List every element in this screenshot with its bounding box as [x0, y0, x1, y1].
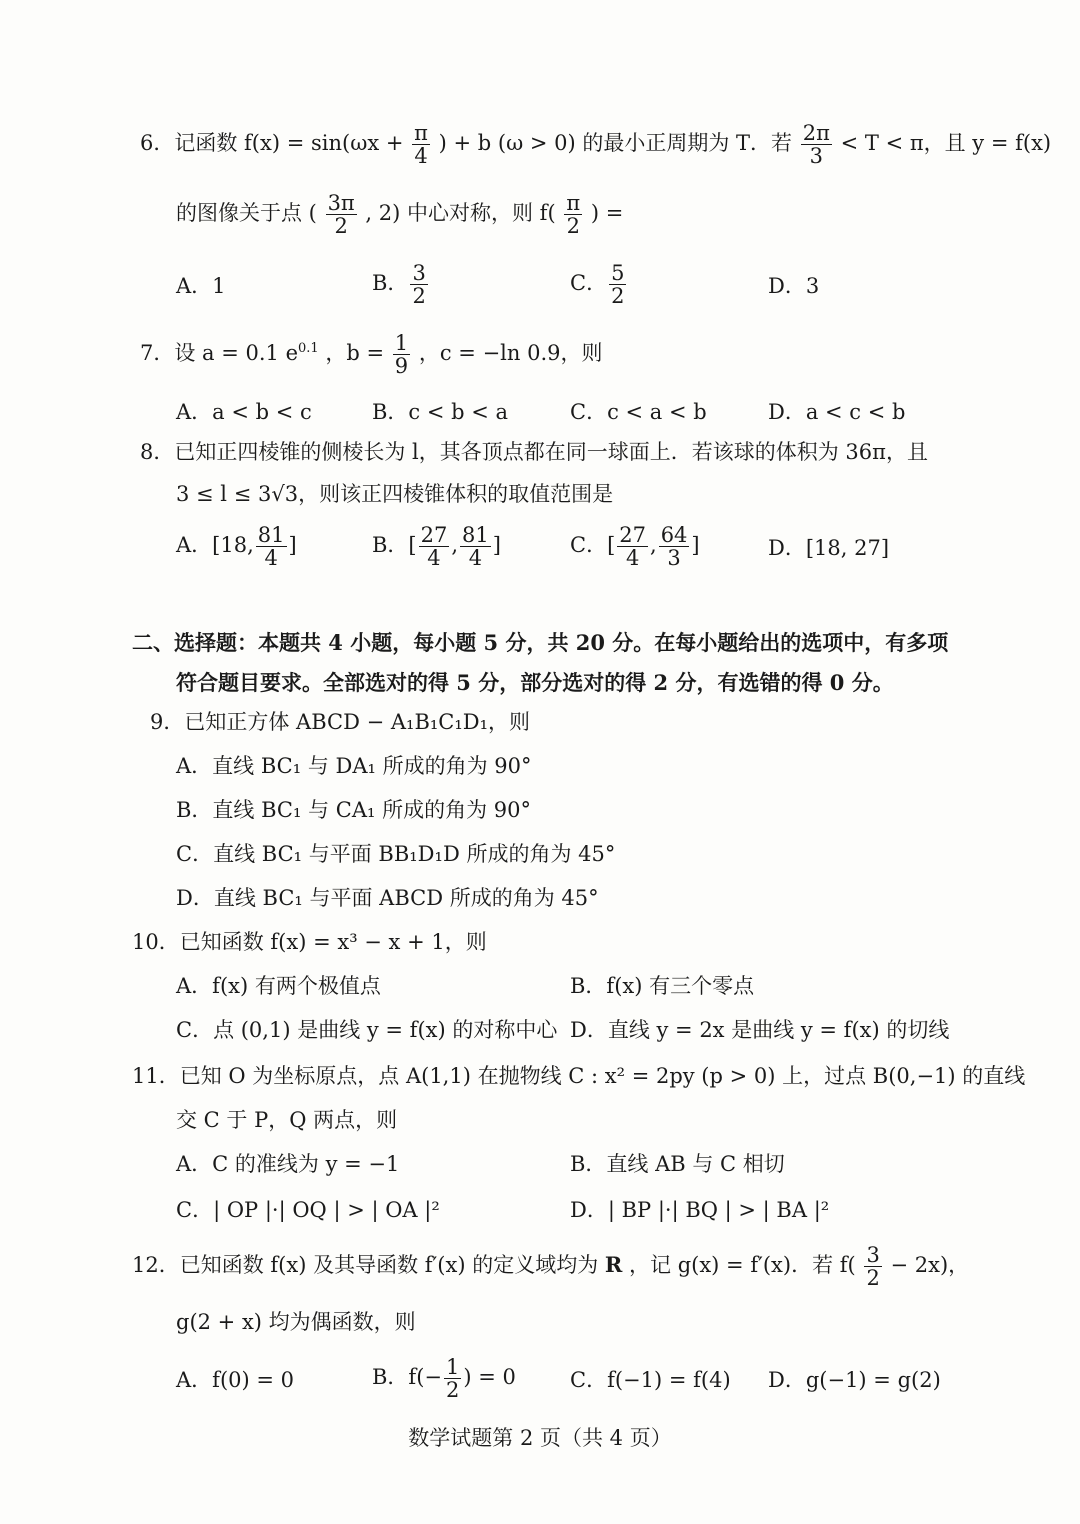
page-footer: 数学试题第 2 页（共 4 页） [408, 1426, 672, 1450]
q11-option-a: A．C 的准线为 y = −1 [176, 1152, 400, 1176]
q12-option-d: D．g(−1) = g(2) [768, 1368, 941, 1392]
q7-option-c: C．c < a < b [570, 400, 707, 424]
q9-option-a: A．直线 BC₁ 与 DA₁ 所成的角为 90° [176, 754, 532, 778]
q12-option-c: C．f(−1) = f(4) [570, 1368, 731, 1392]
q12-option-b: B．f(− $\frac{1}{2}$ ) = 0 [372, 1355, 516, 1403]
q10-option-b: B．f(x) 有三个零点 [570, 974, 755, 998]
q11-option-c: C．| OP |·| OQ | > | OA |² [176, 1198, 440, 1222]
q12-option-a: A．f(0) = 0 [176, 1368, 294, 1392]
q9-option-d: D．直线 BC₁ 与平面 ABCD 所成的角为 45° [176, 886, 599, 910]
q6-option-b: B． $\frac{3}{2}$ [372, 261, 426, 309]
q6-line1: 6．记函数 f(x) = sin(ωx + $\frac{\pi}{4}$ ) + b (ω > 0) 的最小正周期为 T．若 $\frac{2\pi}{3}$ < T < π，且 y = f(x) [140, 121, 1052, 169]
q8-option-c: C．[ $\frac{27}{4}$ , $\frac{64}{3}$ ] [570, 523, 700, 571]
q9-option-b: B．直线 BC₁ 与 CA₁ 所成的角为 90° [176, 798, 531, 822]
fraction: $\frac{\pi}{4}$ [414, 121, 428, 169]
q6-line2: 的图像关于点 ( $\frac{3\pi}{2}$ , 2) 中心对称，则 f( $\frac{\pi}{2}$ ) = [176, 191, 624, 239]
q10-option-d: D．直线 y = 2x 是曲线 y = f(x) 的切线 [570, 1018, 950, 1042]
q8-line2: 3 ≤ l ≤ 3√3，则该正四棱锥体积的取值范围是 [176, 482, 614, 506]
q9-option-c: C．直线 BC₁ 与平面 BB₁D₁D 所成的角为 45° [176, 842, 616, 866]
q8-option-a: A．[18, $\frac{81}{4}$ ] [176, 523, 297, 571]
q8-option-d: D．[18, 27] [768, 536, 890, 560]
q11-line2: 交 C 于 P，Q 两点，则 [176, 1108, 398, 1132]
q6-option-c: C． $\frac{5}{2}$ [570, 261, 625, 309]
q8-option-b: B．[ $\frac{27}{4}$ , $\frac{81}{4}$ ] [372, 523, 501, 571]
q9-stem: 9．已知正方体 ABCD − A₁B₁C₁D₁，则 [150, 710, 531, 734]
fraction: $\frac{2\pi}{3}$ [802, 121, 830, 169]
q7-option-d: D．a < c < b [768, 400, 906, 424]
fraction: $\frac{3\pi}{2}$ [327, 191, 355, 239]
q12-line2: g(2 + x) 均为偶函数，则 [176, 1310, 416, 1334]
section2-heading: 二、选择题：本题共 4 小题，每小题 5 分，共 20 分。在每小题给出的选项中，有多项 [132, 630, 949, 655]
section2-instructions: 符合题目要求。全部选对的得 5 分，部分选对的得 2 分，有选错的得 0 分。 [176, 670, 894, 695]
q11-option-b: B．直线 AB 与 C 相切 [570, 1152, 785, 1176]
q6-option-d: D．3 [768, 274, 820, 298]
q7-option-b: B．c < b < a [372, 400, 509, 424]
q10-option-c: C．点 (0,1) 是曲线 y = f(x) 的对称中心 [176, 1018, 558, 1042]
q12-line1: 12．已知函数 f(x) 及其导函数 f′(x) 的定义域均为 R ，记 g(x) = f′(x)．若 f( $\frac{3}{2}$ − 2x)， [132, 1243, 970, 1291]
q8-line1: 8．已知正四棱锥的侧棱长为 l，其各顶点都在同一球面上．若该球的体积为 36π，且 [140, 440, 928, 464]
q10-stem: 10．已知函数 f(x) = x³ − x + 1，则 [132, 930, 487, 954]
q6-option-a: A．1 [176, 274, 226, 298]
q7-stem: 7．设 a = 0.1 $e^{0.1}$ ，b = $\frac{1}{9}$ ，c = −ln 0.9，则 [140, 331, 603, 379]
q11-option-d: D．| BP |·| BQ | > | BA |² [570, 1198, 830, 1222]
q11-line1: 11．已知 O 为坐标原点，点 A(1,1) 在抛物线 C : x² = 2py (p > 0) 上，过点 B(0,−1) 的直线 [132, 1064, 1026, 1088]
q10-option-a: A．f(x) 有两个极值点 [176, 974, 381, 998]
q7-option-a: A．a < b < c [176, 400, 312, 424]
fraction: $\frac{\pi}{2}$ [566, 191, 581, 239]
